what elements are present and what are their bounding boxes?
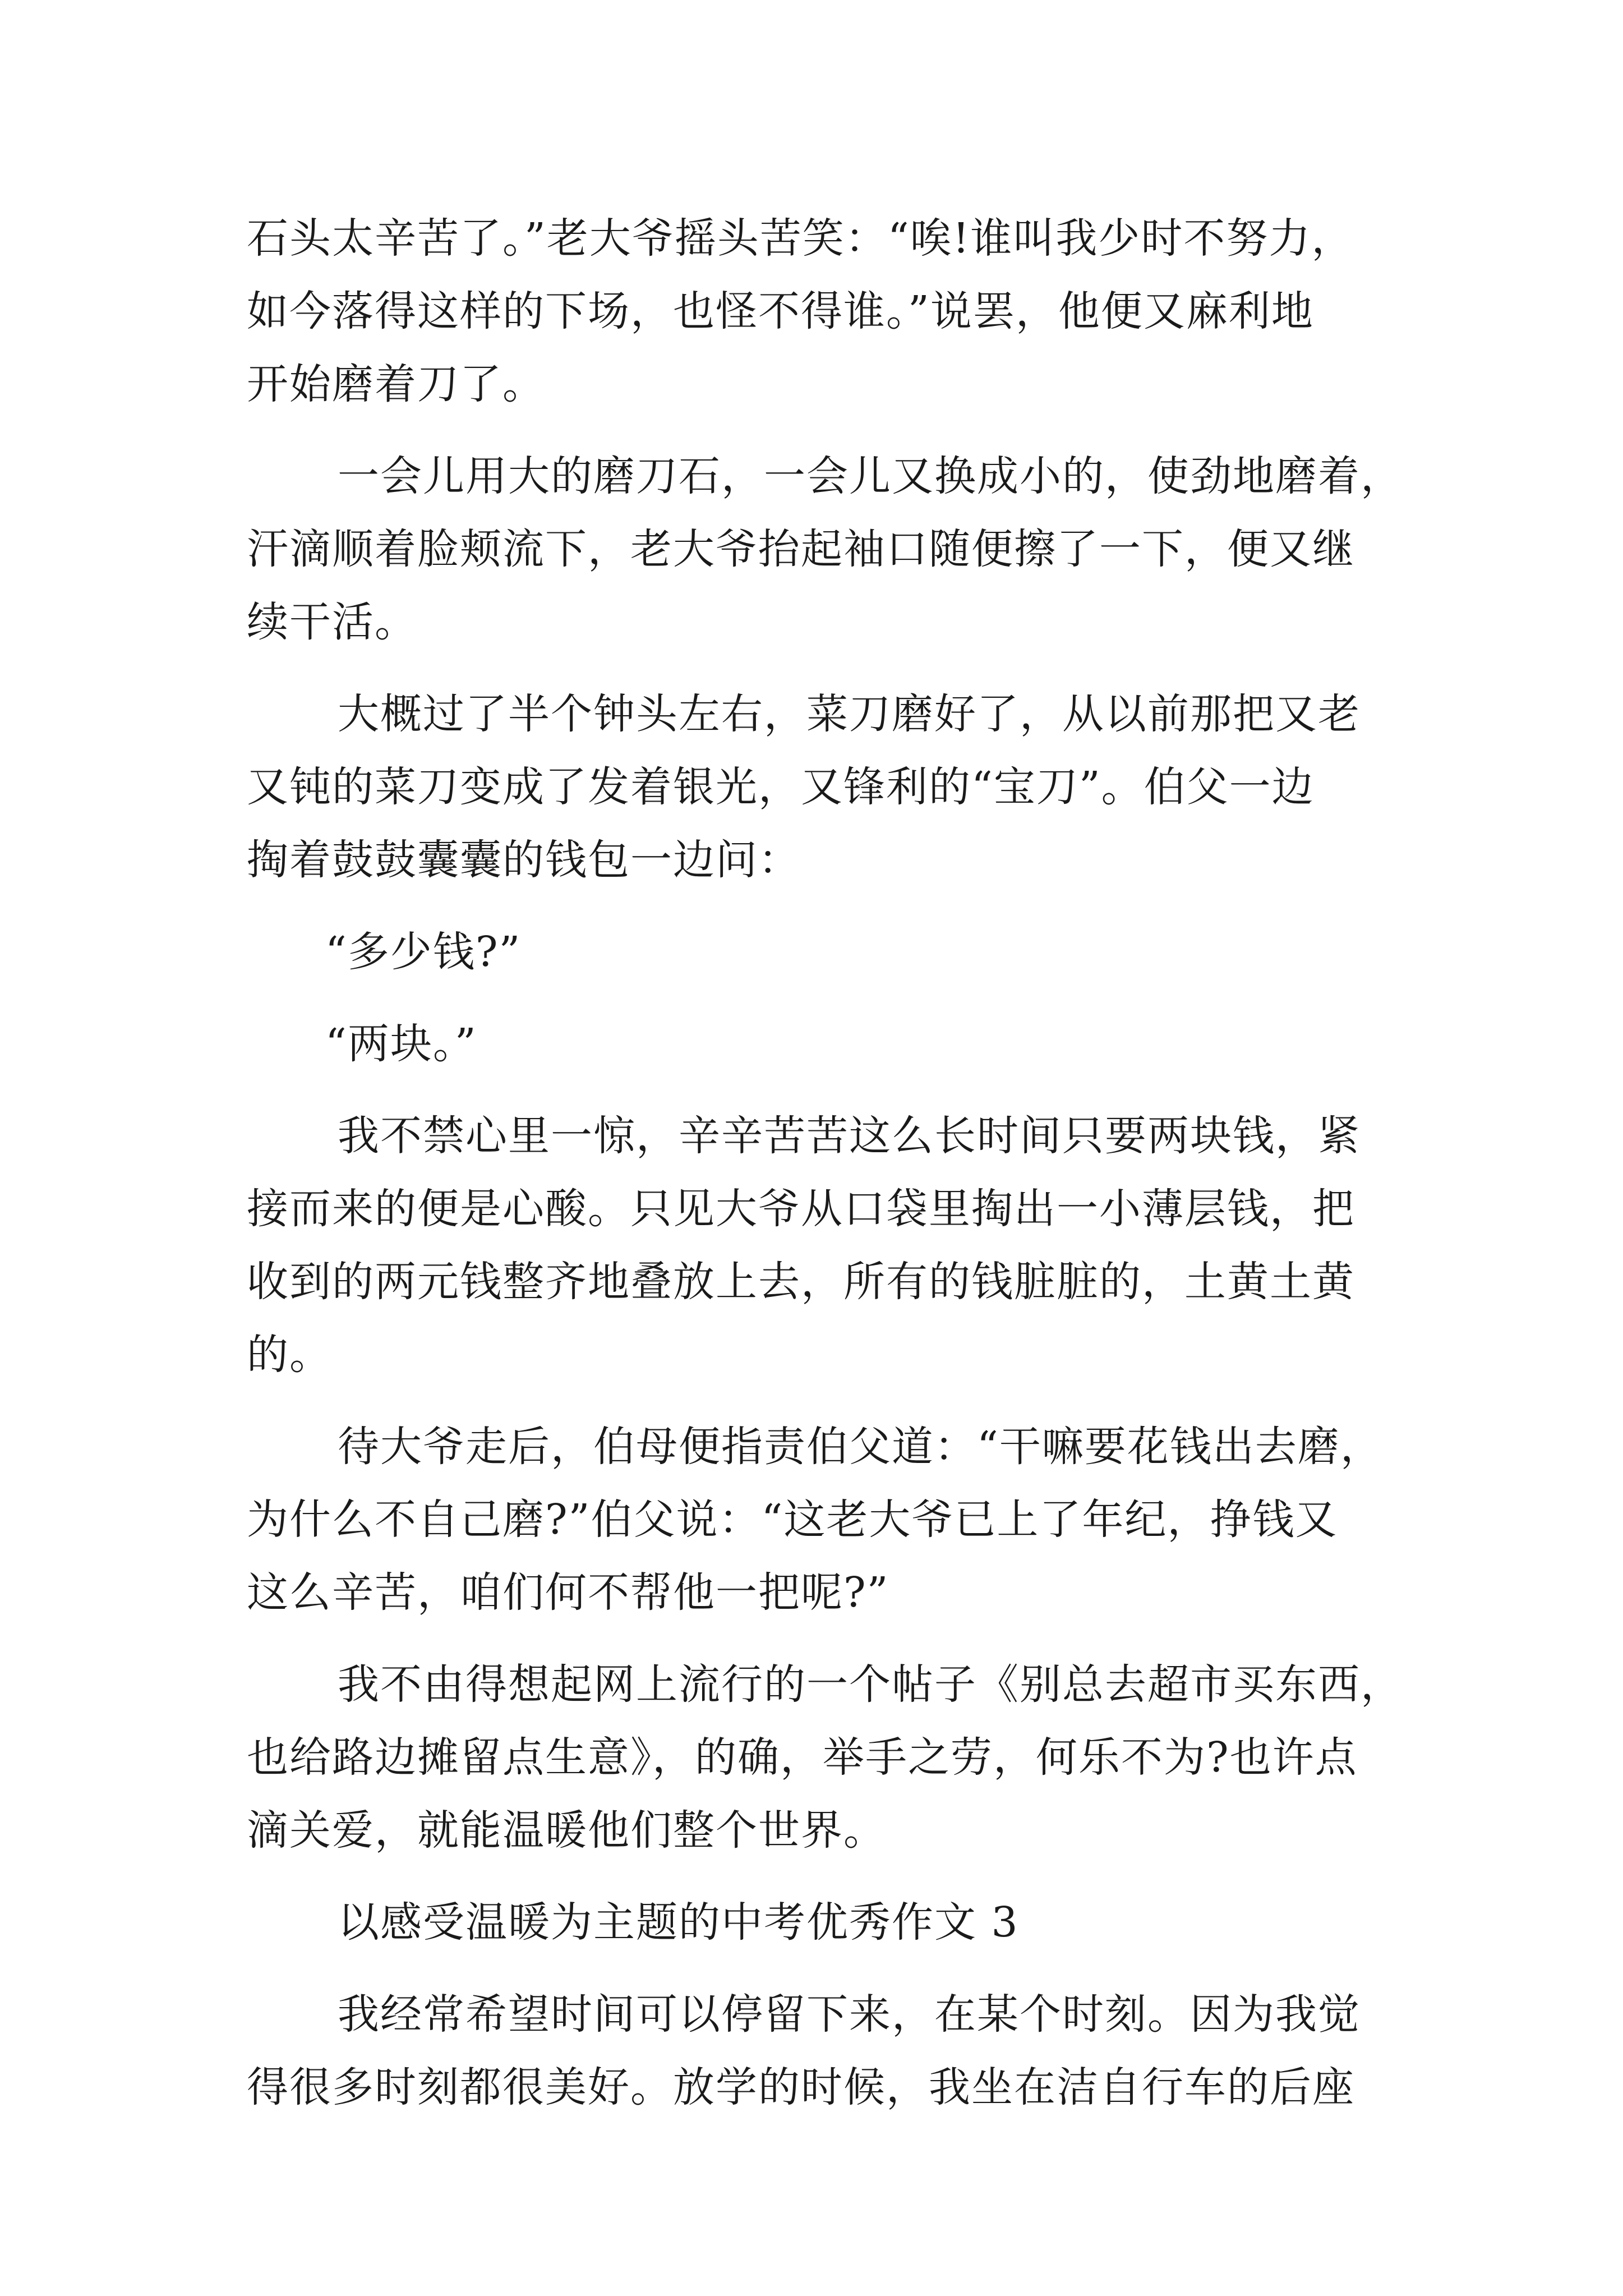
text-line: 收到的两元钱整齐地叠放上去，所有的钱脏脏的，土黄土黄 bbox=[247, 1258, 1355, 1306]
text-line: 又钝的菜刀变成了发着银光，又锋利的“宝刀”。伯父一边 bbox=[247, 763, 1315, 811]
text-line: 接而来的便是心酸。只见大爷从口袋里掏出一小薄层钱，把 bbox=[247, 1185, 1355, 1233]
text-line: 如今落得这样的下场，也怪不得谁。”说罢，他便又麻利地 bbox=[247, 287, 1314, 335]
text-line: 掏着鼓鼓囊囊的钱包一边问： bbox=[247, 836, 801, 884]
text-line: 石头太辛苦了。”老大爷摇头苦笑：“唉!谁叫我少时不努力， bbox=[247, 214, 1354, 263]
text-line: 我不禁心里一惊，辛辛苦苦这么长时间只要两块钱，紧 bbox=[338, 1112, 1361, 1160]
text-line: “多少钱?” bbox=[325, 928, 522, 976]
text-line: 为什么不自己磨?”伯父说：“这老大爷已上了年纪，挣钱又 bbox=[247, 1496, 1338, 1544]
text-line: 的。 bbox=[247, 1331, 332, 1379]
essay-heading: 以感受温暖为主题的中考优秀作文 3 bbox=[338, 1898, 1019, 1947]
text-line: 我不由得想起网上流行的一个帖子《别总去超市买东西， bbox=[338, 1660, 1403, 1709]
text-line: 开始磨着刀了。 bbox=[247, 360, 545, 408]
text-line: 滴关爱，就能温暖他们整个世界。 bbox=[247, 1806, 886, 1855]
text-line: 汗滴顺着脸颊流下，老大爷抬起袖口随便擦了一下，便又继 bbox=[247, 525, 1355, 573]
essay-text bbox=[247, 202, 1403, 2124]
text-line: 待大爷走后，伯母便指责伯父道：“干嘛要花钱出去磨， bbox=[338, 1423, 1383, 1471]
text-line: 这么辛苦，咱们何不帮他一把呢?” bbox=[247, 1568, 889, 1617]
text-line: 得很多时刻都很美好。放学的时候，我坐在洁自行车的后座 bbox=[247, 2063, 1355, 2111]
text-line: 也给路边摊留点生意》，的确，举手之劳，何乐不为?也许点 bbox=[247, 1733, 1358, 1782]
text-line: 我经常希望时间可以停留下来，在某个时刻。因为我觉 bbox=[338, 1990, 1361, 2039]
text-line: 一会儿用大的磨刀石，一会儿又换成小的，使劲地磨着， bbox=[338, 452, 1403, 500]
text-line: 续干活。 bbox=[247, 598, 417, 646]
text-line: 大概过了半个钟头左右，菜刀磨好了，从以前那把又老 bbox=[338, 690, 1361, 738]
text-line: “两块。” bbox=[325, 1020, 477, 1068]
